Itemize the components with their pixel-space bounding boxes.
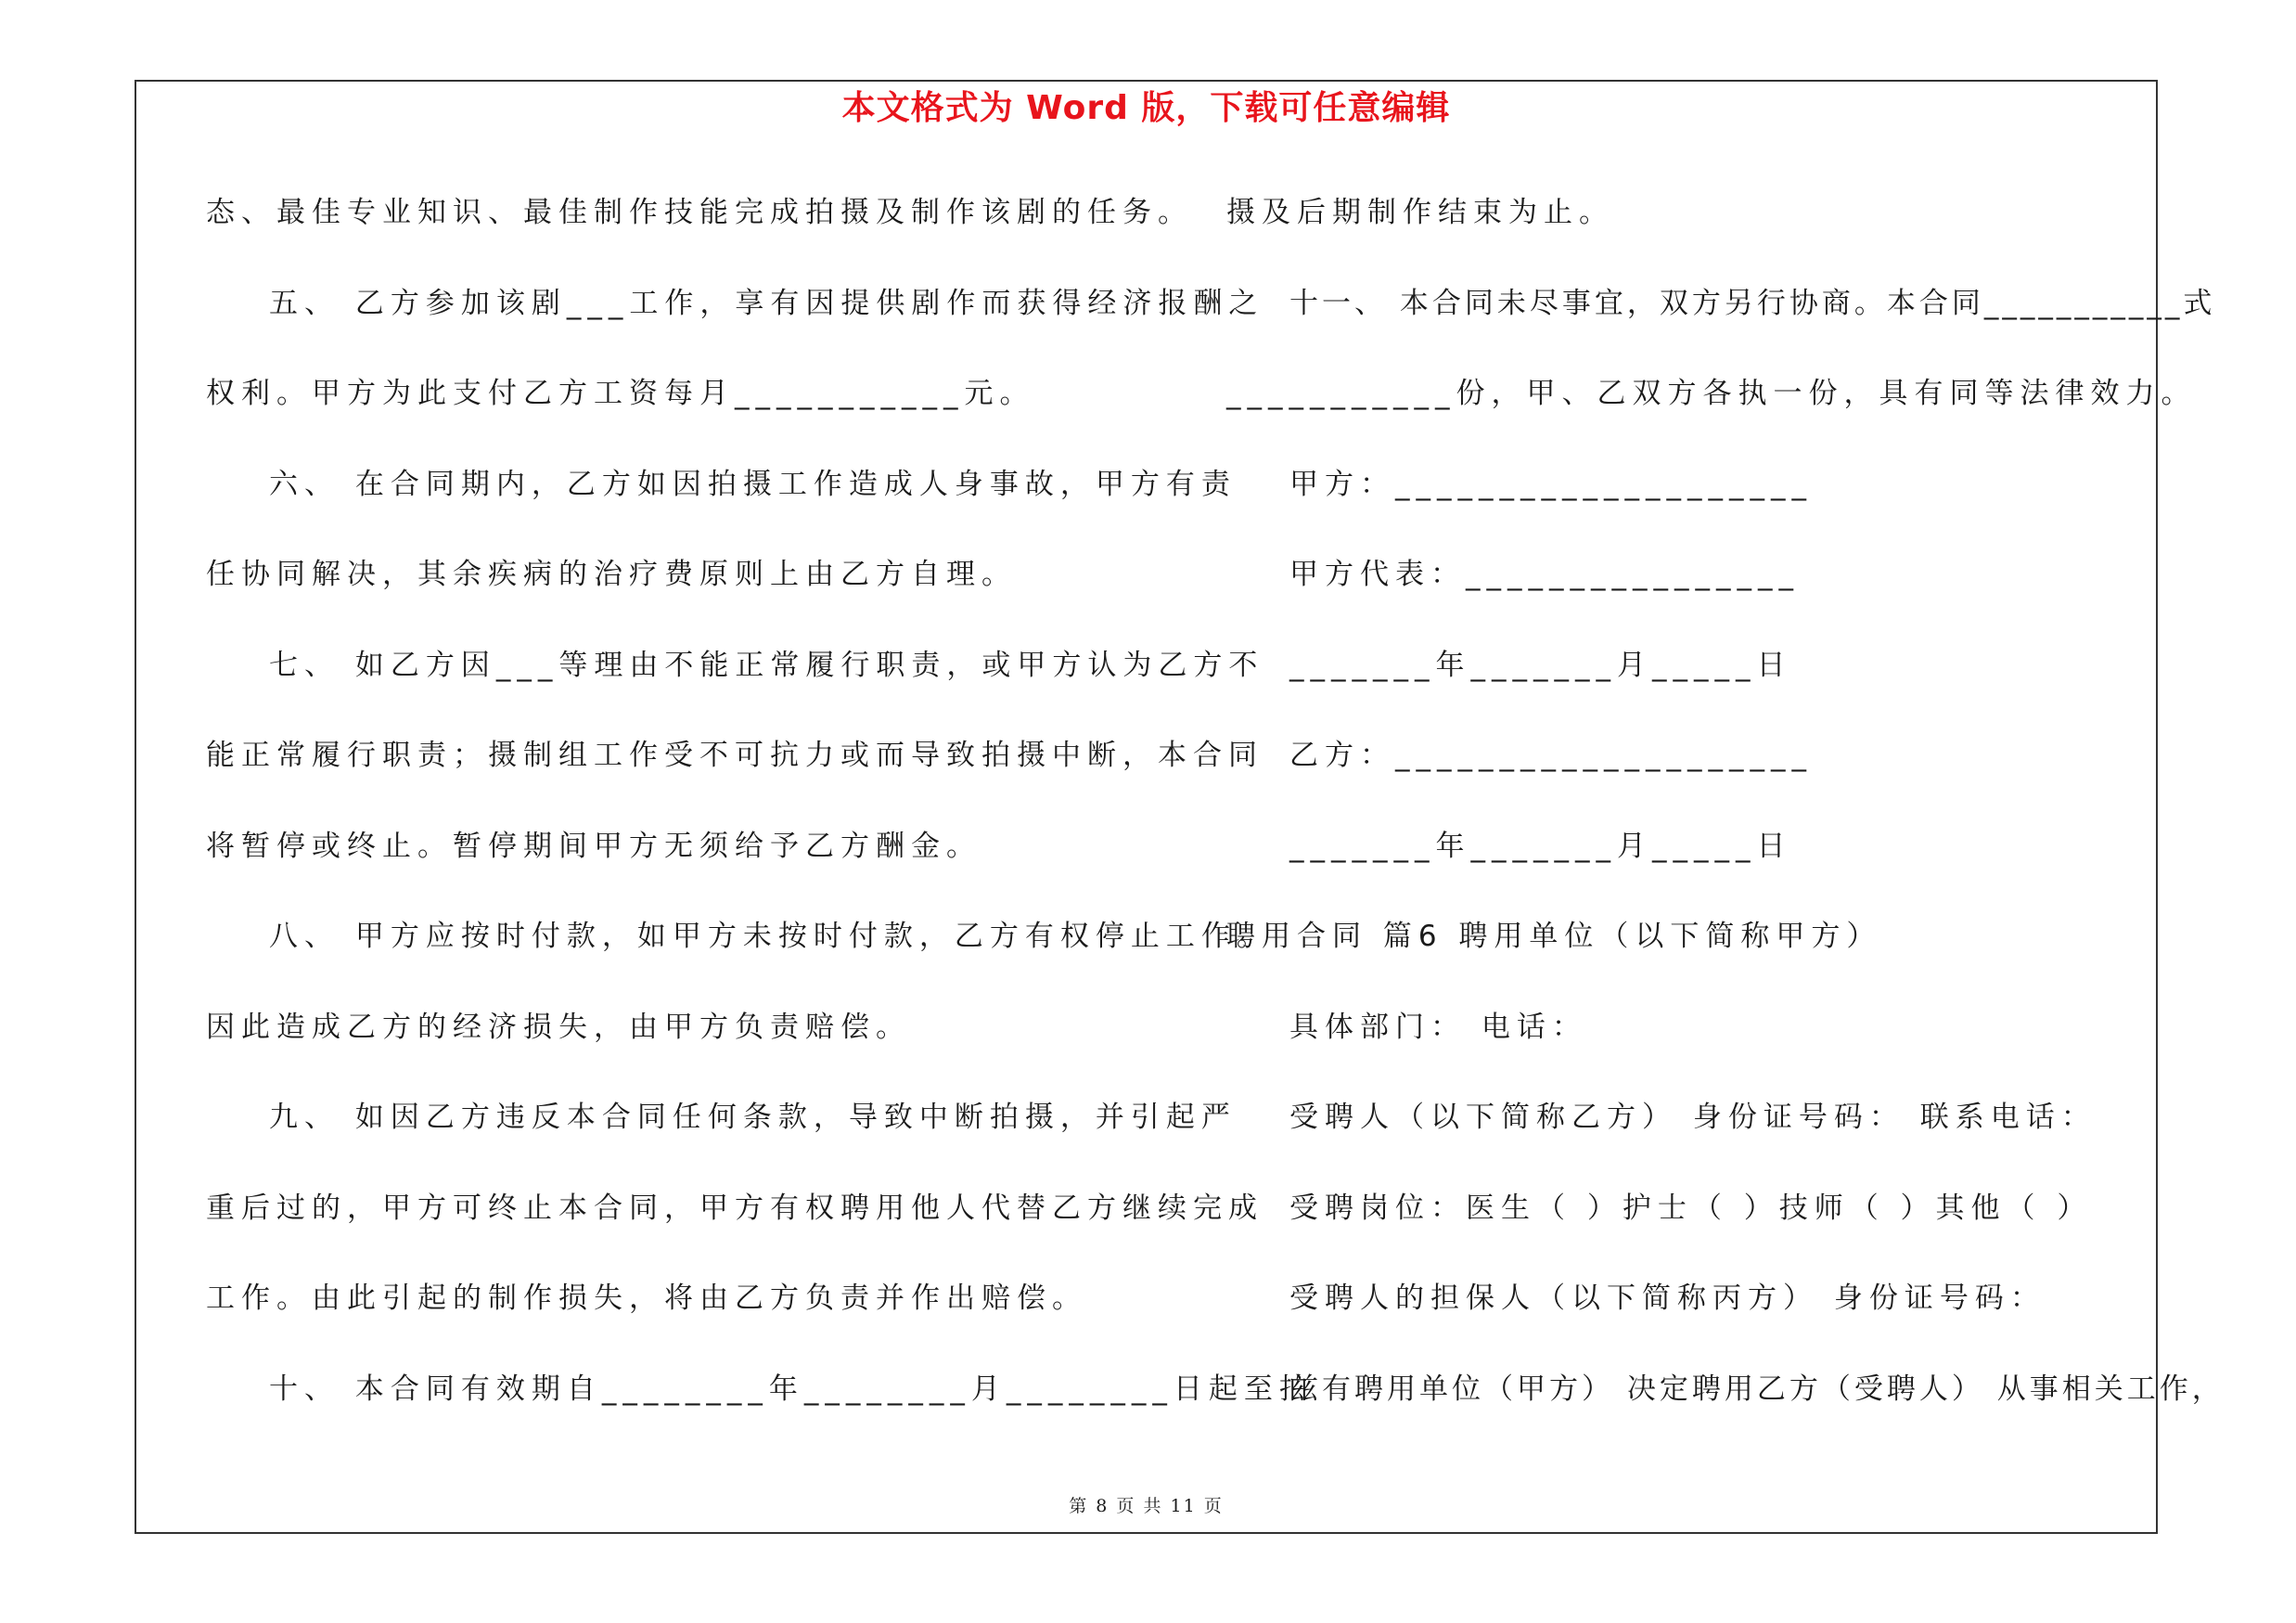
left-line-8: 将暂停或终止。暂停期间甲方无须给予乙方酬金。 <box>206 830 981 863</box>
left-line-1: 态、最佳专业知识、最佳制作技能完成拍摄及制作该剧的任务。 <box>206 196 1193 229</box>
left-line-10: 因此造成乙方的经济损失，由甲方负责赔偿。 <box>206 1011 911 1044</box>
left-line-9: 八、 甲方应按时付款，如甲方未按时付款，乙方有权停止工作。 <box>269 920 1272 953</box>
right-line-5: 甲方代表：________________ <box>1289 558 1800 591</box>
right-line-10: 具体部门： 电话： <box>1289 1011 1587 1044</box>
left-line-4: 六、 在合同期内，乙方如因拍摄工作造成人身事故，甲方有责 <box>269 468 1237 501</box>
right-line-3: ___________份，甲、乙双方各执一份，具有同等法律效力。 <box>1226 377 2197 410</box>
left-line-13: 工作。由此引起的制作损失，将由乙方负责并作出赔偿。 <box>206 1282 1087 1315</box>
right-line-13: 受聘人的担保人（以下简称丙方） 身份证号码： <box>1289 1282 2046 1315</box>
right-line-1: 摄及后期制作结束为止。 <box>1226 196 1614 229</box>
word-format-banner: 本文格式为 Word 版，下载可任意编辑 <box>841 89 1451 127</box>
right-line-7: 乙方：____________________ <box>1289 739 1813 772</box>
left-line-11: 九、 如因乙方违反本合同任何条款，导致中断拍摄，并引起严 <box>269 1101 1237 1134</box>
left-line-7: 能正常履行职责；摄制组工作受不可抗力或而导致拍摄中断，本合同 <box>206 739 1263 772</box>
left-line-3: 权利。甲方为此支付乙方工资每月___________元。 <box>206 377 1035 410</box>
left-line-14: 十、 本合同有效期自________年________月________日起至拍 <box>269 1372 1315 1406</box>
left-line-2: 五、 乙方参加该剧___工作，享有因提供剧作而获得经济报酬之 <box>269 287 1264 320</box>
right-line-8: _______年_______月_____日 <box>1289 830 1792 863</box>
left-line-6: 七、 如乙方因___等理由不能正常履行职责，或甲方认为乙方不 <box>269 649 1264 682</box>
right-line-4: 甲方：____________________ <box>1289 468 1813 501</box>
right-line-9: 聘用合同 篇6 聘用单位（以下简称甲方） <box>1226 920 1882 953</box>
right-line-11: 受聘人（以下简称乙方） 身份证号码： 联系电话： <box>1289 1101 2097 1134</box>
left-line-5: 任协同解决，其余疾病的治疗费原则上由乙方自理。 <box>206 558 1017 591</box>
left-line-12: 重后过的，甲方可终止本合同，甲方有权聘用他人代替乙方继续完成 <box>206 1191 1263 1225</box>
right-line-2: 十一、 本合同未尽事宜，双方另行协商。本合同___________式 <box>1289 287 2216 320</box>
page-number-footer: 第 8 页 共 11 页 <box>1069 1496 1224 1516</box>
right-line-14: 兹有聘用单位（甲方） 决定聘用乙方（受聘人） 从事相关工作， <box>1289 1372 2225 1406</box>
right-line-12: 受聘岗位：医生（ ）护士（ ）技师（ ）其他（ ） <box>1289 1191 2093 1225</box>
right-line-6: _______年_______月_____日 <box>1289 649 1792 682</box>
